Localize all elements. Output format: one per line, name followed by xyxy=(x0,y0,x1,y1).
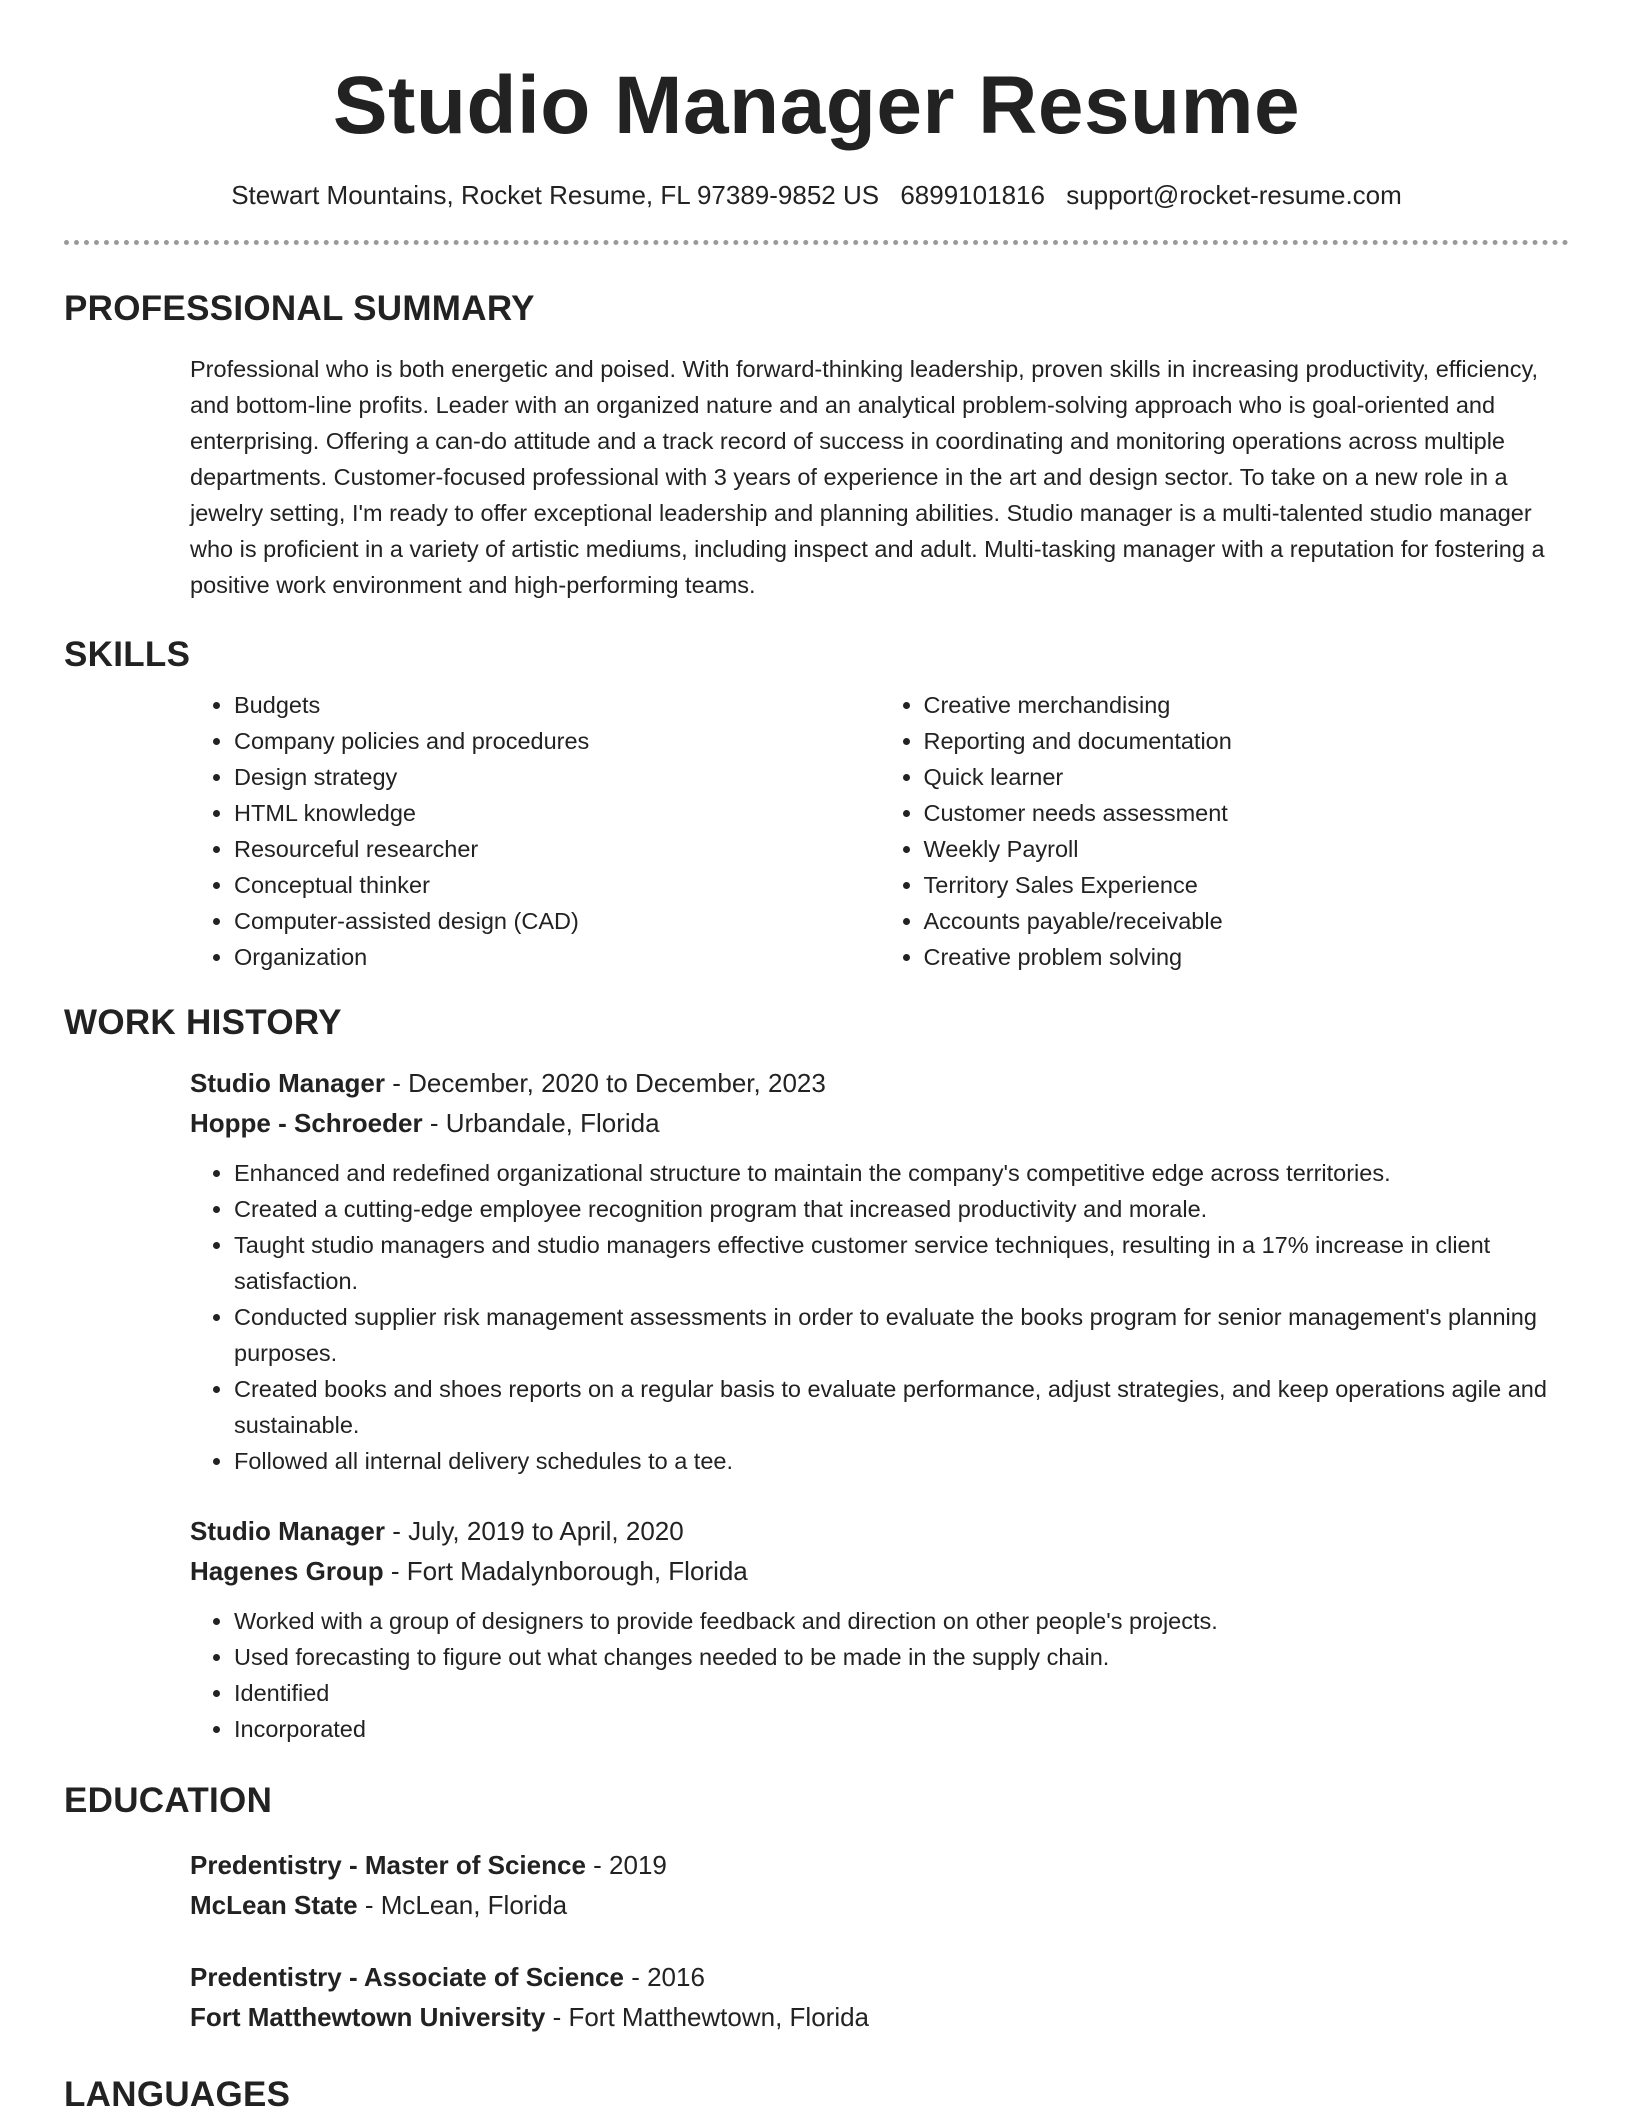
job-company: Hoppe - Schroeder xyxy=(190,1108,423,1138)
skill-item: • Budgets xyxy=(234,687,880,723)
skill-item: • HTML knowledge xyxy=(234,795,880,831)
contact-phone: 6899101816 xyxy=(900,180,1045,210)
contact-email: support@rocket-resume.com xyxy=(1066,180,1402,210)
resume-title: Studio Manager Resume xyxy=(332,60,1301,151)
education-year: - 2019 xyxy=(585,1850,667,1880)
education-year: - 2016 xyxy=(623,1962,705,1992)
education-heading: EDUCATION xyxy=(64,1781,273,1820)
education-school-line xyxy=(190,1885,1569,1925)
job-entry xyxy=(190,1511,1569,1747)
summary-heading: PROFESSIONAL SUMMARY xyxy=(64,289,535,328)
work-history-heading: WORK HISTORY xyxy=(64,1003,342,1042)
job-bullet: • Identified xyxy=(234,1675,1569,1711)
job-company-line xyxy=(190,1103,1569,1143)
job-bullet: • Enhanced and redefined organizational structure to maintain the company's competitive edge across territories. xyxy=(234,1155,1569,1191)
job-entry xyxy=(190,1063,1569,1479)
job-location: - Urbandale, Florida xyxy=(422,1108,660,1138)
contact-address: Stewart Mountains, Rocket Resume, FL 97389-9852 US xyxy=(231,180,880,210)
skill-item: • Company policies and procedures xyxy=(234,723,880,759)
skill-item: • Creative merchandising xyxy=(924,687,1570,723)
job-dates: - July, 2019 to April, 2020 xyxy=(385,1516,684,1546)
job-bullet: • Used forecasting to figure out what changes needed to be made in the supply chain. xyxy=(234,1639,1569,1675)
job-bullets xyxy=(190,1155,1569,1479)
summary-text: Professional who is both energetic and poised. With forward-thinking leadership, proven skills in increasing productivity, efficiency, and bottom-line profits. Leader with an organized nature and an analytical problem-solving approach who is goal-oriented and enterprising. Offering a can-do attitude and a track record of success in coordinating and monitoring operations across multiple departments. Customer-focused professional with 3 years of experience in the art and design sector. To take on a new role in a jewelry setting, I'm ready to offer exceptional leadership and planning abilities. Studio manager is a multi-talented studio manager who is proficient in a variety of artistic mediums, including inspect and adult. Multi-tasking manager with a reputation for fostering a positive work environment and high-performing teams. xyxy=(190,356,1545,598)
education-entry xyxy=(190,1957,1569,2037)
education-degree-line xyxy=(190,1957,1569,1997)
skill-item: • Design strategy xyxy=(234,759,880,795)
education-school: McLean State xyxy=(190,1890,358,1920)
education-entry xyxy=(190,1845,1569,1925)
job-company-line xyxy=(190,1551,1569,1591)
skill-item: • Reporting and documentation xyxy=(924,723,1570,759)
education-location: - McLean, Florida xyxy=(357,1890,568,1920)
job-bullets xyxy=(190,1603,1569,1747)
job-bullet: • Created books and shoes reports on a regular basis to evaluate performance, adjust strategies, and keep operations agile and sustainable. xyxy=(234,1371,1569,1443)
education-school-line xyxy=(190,1997,1569,2037)
skill-item: • Quick learner xyxy=(924,759,1570,795)
job-bullet: • Followed all internal delivery schedules to a tee. xyxy=(234,1443,1569,1479)
job-bullet: • Worked with a group of designers to provide feedback and direction on other people's projects. xyxy=(234,1603,1569,1639)
skill-item: • Accounts payable/receivable xyxy=(924,903,1570,939)
header-divider xyxy=(64,240,1569,245)
education-location: - Fort Matthewtown, Florida xyxy=(545,2002,870,2032)
job-dates: - December, 2020 to December, 2023 xyxy=(385,1068,826,1098)
skill-item: • Conceptual thinker xyxy=(234,867,880,903)
skill-item: • Customer needs assessment xyxy=(924,795,1570,831)
job-location: - Fort Madalynborough, Florida xyxy=(383,1556,748,1586)
skills-heading: SKILLS xyxy=(64,635,191,674)
job-role-line xyxy=(190,1063,1569,1103)
skill-item: • Computer-assisted design (CAD) xyxy=(234,903,880,939)
job-role: Studio Manager xyxy=(190,1516,386,1546)
education-degree-line xyxy=(190,1845,1569,1885)
job-role-line xyxy=(190,1511,1569,1551)
skill-item: • Creative problem solving xyxy=(924,939,1570,975)
skill-item: • Resourceful researcher xyxy=(234,831,880,867)
education-school: Fort Matthewtown University xyxy=(190,2002,546,2032)
job-bullet: • Created a cutting-edge employee recognition program that increased productivity and morale. xyxy=(234,1191,1569,1227)
skills-column-left xyxy=(190,687,880,975)
education-degree: Predentistry - Master of Science xyxy=(190,1850,586,1880)
job-role: Studio Manager xyxy=(190,1068,386,1098)
skill-item: • Weekly Payroll xyxy=(924,831,1570,867)
skill-item: • Organization xyxy=(234,939,880,975)
skills-column-right xyxy=(880,687,1570,975)
job-bullet: • Taught studio managers and studio managers effective customer service techniques, resulting in a 17% increase in client satisfaction. xyxy=(234,1227,1569,1299)
job-bullet: • Incorporated xyxy=(234,1711,1569,1747)
skills-list xyxy=(190,687,1569,975)
education-degree: Predentistry - Associate of Science xyxy=(190,1962,624,1992)
resume-page xyxy=(64,0,1569,2117)
job-bullet: • Conducted supplier risk management assessments in order to evaluate the books program for senior management's planning purposes. xyxy=(234,1299,1569,1371)
languages-heading: LANGUAGES xyxy=(64,2075,291,2114)
contact-line xyxy=(64,178,1569,212)
skill-item: • Territory Sales Experience xyxy=(924,867,1570,903)
job-company: Hagenes Group xyxy=(190,1556,384,1586)
